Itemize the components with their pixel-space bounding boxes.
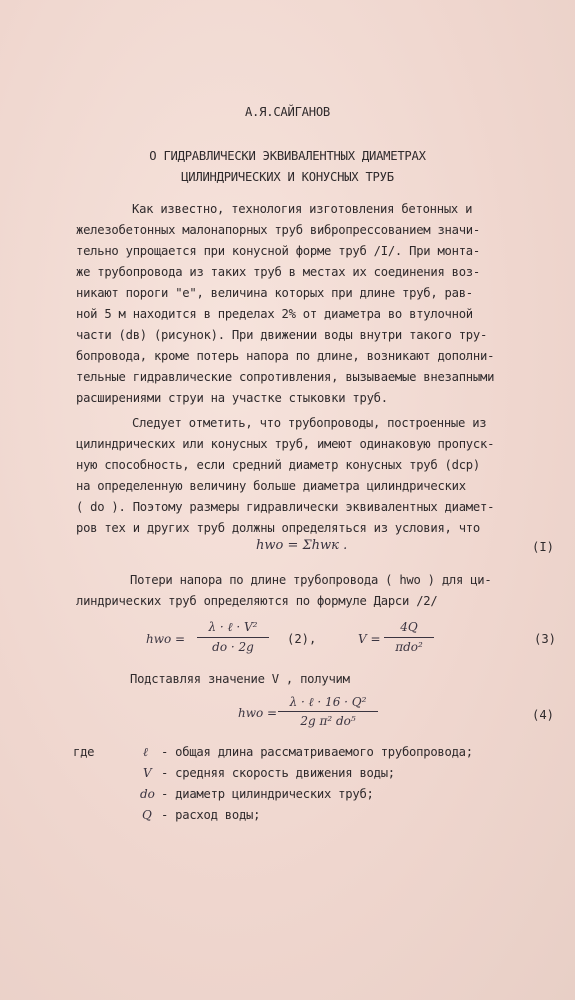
- equation-4-denominator: 2g π² dо⁵: [300, 714, 356, 728]
- text-line: ной 5 м находится в пределах 2% от диаметра во втулочной: [76, 307, 473, 321]
- legend-text: - расход воды;: [161, 808, 261, 822]
- equation-1: hwо = Σhwк .: [256, 538, 348, 553]
- legend-symbol: ℓ: [143, 745, 148, 759]
- text-line: тельно упрощается при конусной форме труб /I/. При монта-: [76, 244, 480, 258]
- equation-4-number: (4): [532, 708, 555, 722]
- text-line: расширениями струи на участке стыковки труб.: [76, 391, 388, 405]
- text-line: части (dв) (рисунок). При движении воды внутри такого тру-: [76, 328, 488, 342]
- legend-text: - диаметр цилиндрических труб;: [161, 787, 374, 801]
- equation-4-lhs: hwо =: [238, 706, 278, 720]
- fraction-bar: [197, 637, 269, 638]
- equation-2-numerator: λ · ℓ · V²: [208, 620, 258, 634]
- text-line: ( dо ). Поэтому размеры гидравлически эквивалентных диамет-: [76, 500, 495, 514]
- fraction-bar: [278, 711, 378, 712]
- where-label: где: [73, 745, 95, 759]
- text-line: же трубопровода из таких труб в местах их соединения воз-: [76, 265, 480, 279]
- substitution-text: Подставляя значение V , получим: [130, 672, 350, 686]
- equation-2-number: (2),: [287, 632, 317, 646]
- text-line: бопровода, кроме потерь напора по длине, возникают дополни-: [76, 349, 495, 363]
- text-line: на определенную величину больше диаметра цилиндрических: [76, 479, 466, 493]
- legend-symbol: dо: [140, 787, 155, 801]
- text-line: Следует отметить, что трубопроводы, построенные из: [132, 416, 487, 430]
- equation-2-denominator: dо · 2g: [212, 640, 254, 654]
- text-line: железобетонных малонапорных труб вибропрессованием значи-: [76, 223, 480, 237]
- equation-3-lhs: V =: [358, 632, 381, 646]
- text-line: тельные гидравлические сопротивления, вызываемые внезапными: [76, 370, 495, 384]
- author-name: А.Я.САЙГАНОВ: [244, 105, 331, 119]
- equation-3-numerator: 4Q: [400, 620, 418, 634]
- title-line-2: ЦИЛИНДРИЧЕСКИХ И КОНУСНЫХ ТРУБ: [181, 170, 394, 184]
- legend-text: - общая длина рассматриваемого трубопровода;: [161, 745, 473, 759]
- fraction-bar: [384, 637, 434, 638]
- equation-1-number: (I): [532, 540, 555, 554]
- equation-2-lhs: hwо =: [146, 632, 186, 646]
- legend-symbol: Q: [142, 808, 152, 822]
- equation-3-number: (3): [534, 632, 557, 646]
- legend-symbol: V: [143, 766, 152, 780]
- text-line: ров тех и других труб должны определяться из условия, что: [76, 521, 480, 535]
- text-line: Потери напора по длине трубопровода ( hwо ) для ци-: [130, 573, 492, 587]
- equation-4-numerator: λ · ℓ · 16 · Q²: [289, 695, 367, 709]
- text-line: линдрических труб определяются по формуле Дарси /2/: [76, 594, 438, 608]
- title-line-1: О ГИДРАВЛИЧЕСКИ ЭКВИВАЛЕНТНЫХ ДИАМЕТРАХ: [149, 149, 426, 163]
- text-line: Как известно, технология изготовления бетонных и: [132, 202, 473, 216]
- legend-text: - средняя скорость движения воды;: [161, 766, 395, 780]
- text-line: никают пороги "e", величина которых при длине труб, рав-: [76, 286, 473, 300]
- text-line: цилиндрических или конусных труб, имеют одинаковую пропуск-: [76, 437, 495, 451]
- text-line: ную способность, если средний диаметр конусных труб (dср): [76, 458, 480, 472]
- equation-3-denominator: πdо²: [395, 640, 423, 654]
